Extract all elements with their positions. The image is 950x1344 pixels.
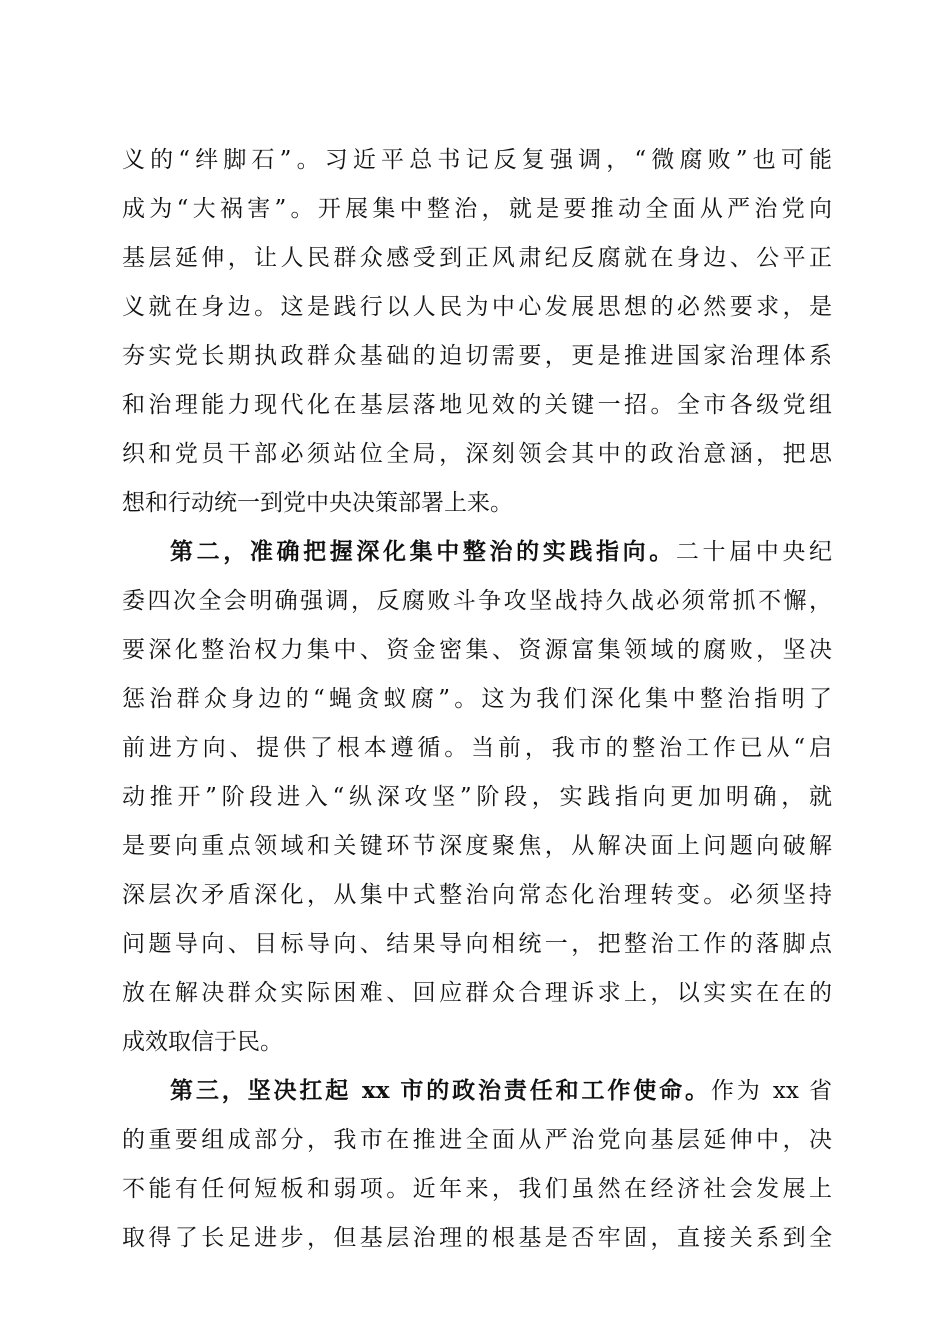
- paragraph-1-line-6: 和治理能力现代化在基层落地见效的关键一招。全市各级党组: [122, 392, 832, 418]
- paragraph-2-line-3: 要深化整治权力集中、资金密集、资源富集领域的腐败，坚决: [122, 637, 832, 663]
- paragraph-3-line-4: 取得了长足进步，但基层治理的根基是否牢固，直接关系到全: [122, 1225, 832, 1251]
- paragraph-2-line-9: 问题导向、目标导向、结果导向相统一，把整治工作的落脚点: [122, 931, 832, 957]
- paragraph-2-line-5: 前进方向、提供了根本遵循。当前，我市的整治工作已从“启: [122, 735, 832, 761]
- paragraph-3-first-line-rest: 作为 xx 省: [710, 1078, 832, 1104]
- paragraph-2-line-8: 深层次矛盾深化，从集中式整治向常态化治理转变。必须坚持: [122, 882, 832, 908]
- paragraph-1-line-2: 成为“大祸害”。开展集中整治，就是要推动全面从严治党向: [122, 196, 832, 222]
- paragraph-2-line-10: 放在解决群众实际困难、回应群众合理诉求上，以实实在在的: [122, 980, 832, 1006]
- paragraph-2-first-line-rest: 二十届中央纪: [675, 539, 832, 565]
- paragraph-1-line-1: 义的“绊脚石”。习近平总书记反复强调，“微腐败”也可能: [122, 147, 832, 173]
- paragraph-3-first-line: [170, 1071, 832, 1111]
- paragraph-2-heading: 第二，准确把握深化集中整治的实践指向。: [170, 538, 676, 565]
- paragraph-2-line-6: 动推开”阶段进入“纵深攻坚”阶段，实践指向更加明确，就: [122, 784, 832, 810]
- paragraph-1-line-8: 想和行动统一到党中央决策部署上来。: [122, 490, 513, 516]
- paragraph-2-line-4: 惩治群众身边的“蝇贪蚁腐”。这为我们深化集中整治指明了: [122, 686, 832, 712]
- paragraph-3-line-3: 不能有任何短板和弱项。近年来，我们虽然在经济社会发展上: [122, 1176, 832, 1202]
- paragraph-2-line-7: 是要向重点领域和关键环节深度聚焦，从解决面上问题向破解: [122, 833, 832, 859]
- paragraph-1-line-3: 基层延伸，让人民群众感受到正风肃纪反腐就在身边、公平正: [122, 245, 832, 271]
- paragraph-2-line-2: 委四次全会明确强调，反腐败斗争攻坚战持久战必须常抓不懈，: [122, 588, 832, 614]
- paragraph-3-heading: 第三，坚决扛起 xx 市的政治责任和工作使命。: [170, 1077, 711, 1104]
- paragraph-2-first-line: [170, 532, 832, 572]
- paragraph-1-line-7: 织和党员干部必须站位全局，深刻领会其中的政治意涵，把思: [122, 441, 832, 467]
- paragraph-3-line-2: 的重要组成部分，我市在推进全面从严治党向基层延伸中，决: [122, 1127, 832, 1153]
- paragraph-2-line-11: 成效取信于民。: [122, 1029, 283, 1055]
- paragraph-1-line-4: 义就在身边。这是践行以人民为中心发展思想的必然要求，是: [122, 294, 832, 320]
- paragraph-1-line-5: 夯实党长期执政群众基础的迫切需要，更是推进国家治理体系: [122, 343, 832, 369]
